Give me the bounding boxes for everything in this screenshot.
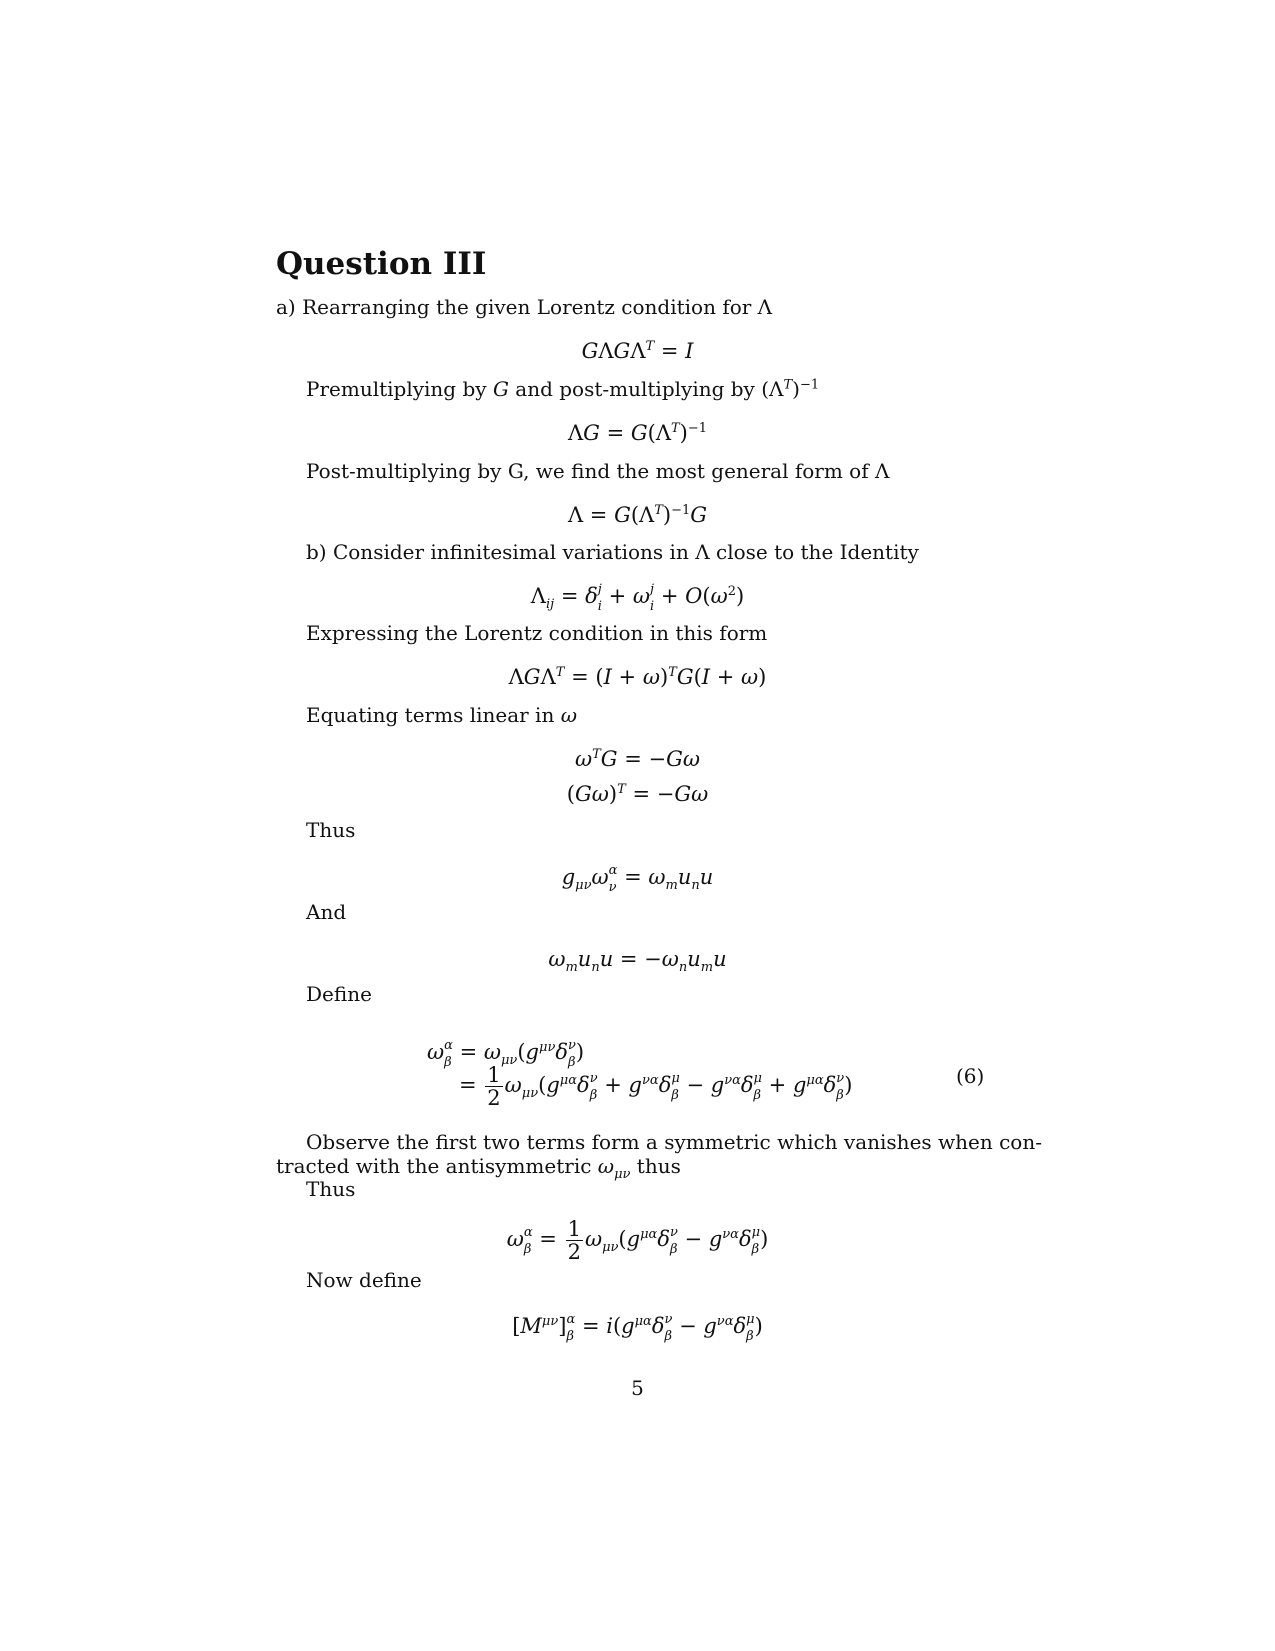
paragraph-equating: Equating terms linear in ω [306,703,577,727]
equation-general-lambda: $\Lambda = G(\Lambda^T)^{-1}G$ [567,503,708,527]
paragraph-premultiplying: Premultiplying by G and post-multiplying by $(\Lambda^T)^{-1}$ [306,377,820,401]
equation-lambda-g: $\Lambda G = G(\Lambda^T)^{-1}$ [567,421,708,445]
paragraph-b-infinitesimal: b) Consider infinitesimal variations in Λ close to the Identity [306,540,919,564]
equation-lorentz-expanded: $\Lambda G\Lambda^T = (I + \omega)^TG(I + \omega)$ [508,665,767,689]
paragraph-a-intro: a) Rearranging the given Lorentz condition for Λ [276,295,773,319]
equation-generator-m: $[M^{\mu\nu}]$ α β = $i(g^{\mu\alpha}\delta$ ν β − $g^{\nu\alpha}\delta$ μ β ) [512,1311,763,1344]
equation-infinitesimal: $\Lambda_{ij} = \delta$ j i + ω j i + $O(\omega^2)$ [530,581,745,614]
equation-omega-t-g: $\omega^TG = -G\omega$ [574,747,701,771]
equation-6-line-1: ω α β = $\omega_{\mu\nu}(g^{\mu\nu}\delta$ ν β ) [427,1037,585,1070]
equation-lorentz-condition: $G\Lambda G\Lambda^T = I$ [581,339,694,363]
equation-antisymmetric: $\omega_mu_nu = -\omega_nu_mu$ [548,947,727,976]
paragraph-observe-line-2: tracted with the antisymmetric $\omega_{\mu\nu}$ thus [276,1154,681,1182]
paragraph-expressing: Expressing the Lorentz condition in this form [306,621,768,645]
section-heading: Question III [276,246,487,282]
paragraph-define: Define [306,982,372,1006]
equation-number: (6) [956,1064,985,1088]
page-number: 5 [631,1376,644,1400]
paragraph-thus-1: Thus [306,818,356,842]
equation-g-omega: $g_{\mu\nu}\omega$ α ν = $\omega_mu_nu$ [561,862,714,895]
paragraph-observe-line-1: Observe the first two terms form a symmetric which vanishes when con- [306,1130,1042,1154]
paragraph-now-define: Now define [306,1268,422,1292]
equation-omega-reduced: ω α β = $\frac{1}{2}$ $\omega_{\mu\nu}(g^{\mu\alpha}\delta$ ν β − $g^{\nu\alpha}\delta$ μ β ) [506,1217,769,1264]
equation-g-omega-t: $(G\omega)^T = -G\omega$ [566,782,709,806]
paragraph-and: And [306,900,347,924]
equation-6-line-2: = $\frac{1}{2}$ $\omega_{\mu\nu}(g^{\mu\alpha}\delta$ ν β + $g^{\nu\alpha}\delta$ μ β − $g^{\nu\alpha}\delta$ μ β + $g^{\mu\alpha}\delta$ ν β ) [459,1063,853,1110]
paragraph-thus-2: Thus [306,1177,356,1201]
paragraph-post-multiplying: Post-multiplying by G, we find the most general form of Λ [306,459,890,483]
